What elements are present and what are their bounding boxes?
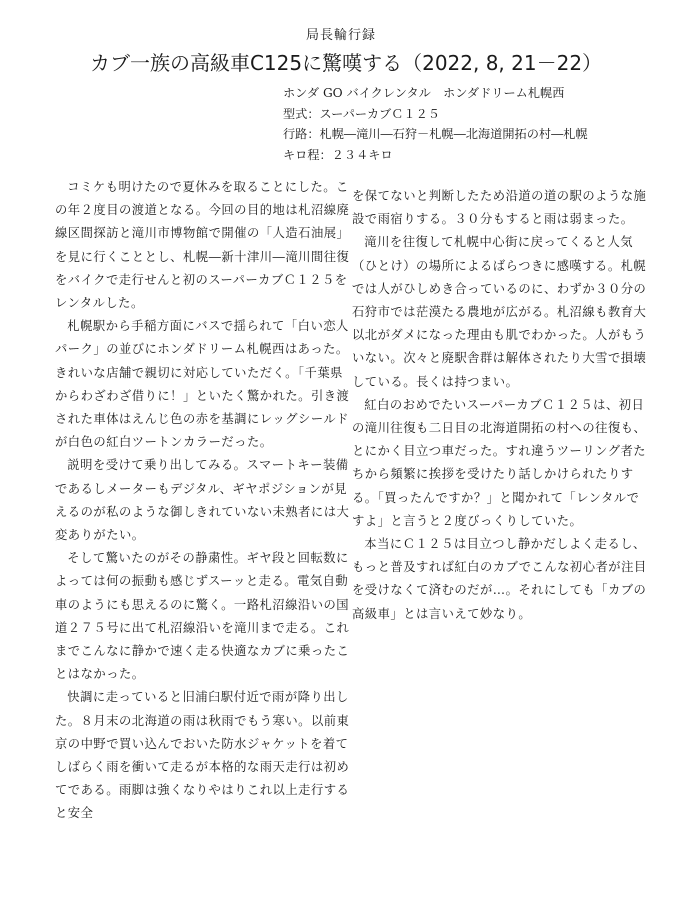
paragraph: 本当にＣ１２５は目立つし静かだしよく走るし、もっと普及すれば紅白のカブでこんな初心者が注目を受けなくて済むのだが…。それにしても「カブの高級車」とは言いえて妙なり。 (352, 537, 647, 621)
meta-rental-shop: ホンダ GO バイクレンタル ホンダドリーム札幌西 (283, 86, 565, 100)
article-title: カブ一族の高級車C125に驚嘆する（2022, 8, 21－22） (89, 51, 603, 75)
left-column (55, 176, 352, 826)
article-meta (283, 83, 588, 165)
meta-route: 行路：札幌―滝川―石狩－札幌―北海道開拓の村―札幌 (283, 127, 588, 141)
paragraph: 滝川を往復して札幌中心街に戻ってくると人気（ひとけ）の場所によるばらつきに感嘆する。札幌では人がひしめき合っているのに、わずか３０分の石狩市では茫漠たる農地が広がる。札沼線も教育大以北がダメになった理由も肌でわかった。人がもういない。次々と廃駅舎群は解体されたり大雪で損壊している。長くは持つまい。 (352, 235, 647, 389)
paragraph: コミケも明けたので夏休みを取ることにした。この年２度目の渡道となる。今回の目的地は札沼線廃線区間探訪と滝川市博物館で開催の「人造石油展」を見に行くこととし、札幌―新十津川―滝川間往復をバイクで走行せんと初のスーパーカブＣ１２５をレンタルした。 (55, 180, 350, 311)
right-column (352, 185, 649, 626)
meta-distance: キロ程：２３４キロ (283, 147, 393, 162)
paragraph: 快調に走っていると旧浦臼駅付近で雨が降り出した。８月末の北海道の雨は秋雨でもう寒い。以前東京の中野で買い込んでおいた防水ジャケットを着てしばらく雨を衝いて走るが本格的な雨天走行は初めてである。雨脚は強くなりやはりこれ以上走行すると安全 (55, 690, 350, 821)
paragraph: 紅白のおめでたいスーパーカブＣ１２５は、初日の滝川往復も二日目の北海道開拓の村への往復も、とにかく目立つ車だった。すれ違うツーリング者たちから頻繁に挨拶を受けたり話しかけられたりする。「買ったんですか？」と聞かれて「レンタルですよ」と言うと２度びっくりしていた。 (352, 397, 647, 528)
series-label: 局長輪行録 (305, 28, 376, 43)
paragraph-continued: を保てないと判断したため沿道の道の駅のような施設で雨宿りする。３０分もすると雨は弱まった。 (352, 189, 647, 227)
paragraph: 説明を受けて乗り出してみる。スマートキー装備であるしメーターもデジタル、ギヤポジションが見えるのが私のような御しきれていない未熟者には大変ありがたい。 (55, 458, 350, 543)
paragraph: そして驚いたのがその静粛性。ギヤ段と回転数によっては何の振動も感じずスーッと走る。電気自動車のようにも思えるのに驚く。一路札沼線沿いの国道２７５号に出て札沼線沿いを滝川まで走る。これまでこんなに静かで速く走る快適なカブに乗ったことはなかった。 (55, 551, 350, 682)
meta-model: 型式：スーパーカブＣ１２５ (283, 106, 440, 121)
paragraph: 札幌駅から手稲方面にバスで揺られて「白い恋人パーク」の並びにホンダドリーム札幌西はあった。きれいな店舗で親切に対応していただく。「千葉県からわざわざ借りに！」といたく驚かれた。引き渡された車体はえんじ色の赤を基調にレッグシールドが白色の紅白ツートンカラーだった。 (55, 319, 350, 450)
